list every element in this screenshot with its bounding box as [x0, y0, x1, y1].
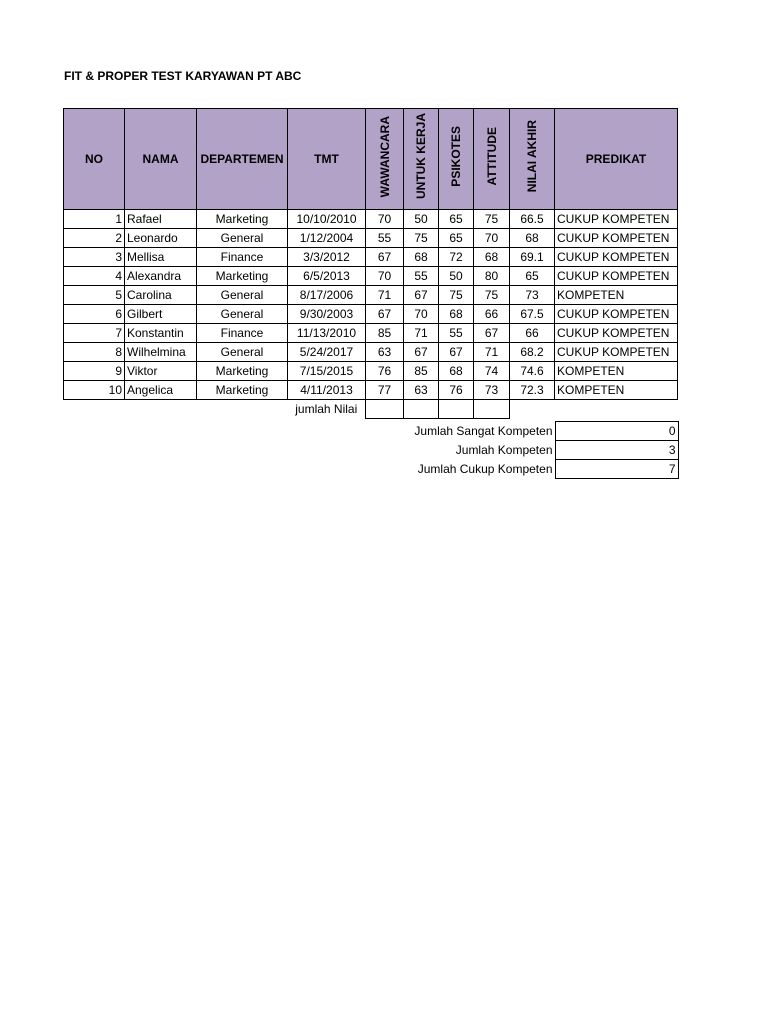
cell-untuk-kerja[interactable]: 55 [404, 267, 439, 286]
cell-departemen[interactable]: Marketing [197, 381, 288, 400]
cell-predikat[interactable]: KOMPETEN [555, 362, 678, 381]
cell-no[interactable]: 6 [64, 305, 125, 324]
table-row [64, 210, 678, 229]
cell-departemen[interactable]: Finance [197, 248, 288, 267]
cell-no[interactable]: 3 [64, 248, 125, 267]
cell-nilai-akhir[interactable]: 68.2 [510, 343, 555, 362]
cell-wawancara[interactable]: 55 [366, 229, 404, 248]
cell-untuk-kerja[interactable]: 67 [404, 343, 439, 362]
cell-psikotes[interactable]: 68 [439, 305, 474, 324]
cell-no[interactable]: 10 [64, 381, 125, 400]
header-no[interactable]: NO [64, 109, 125, 210]
cell-attitude[interactable]: 74 [474, 362, 510, 381]
cell-attitude[interactable]: 80 [474, 267, 510, 286]
cell-attitude[interactable]: 71 [474, 343, 510, 362]
empty-cell [555, 400, 678, 419]
cell-nilai-akhir[interactable]: 73 [510, 286, 555, 305]
header-nama[interactable]: NAMA [125, 109, 197, 210]
table-row [64, 362, 678, 381]
cell-tmt[interactable]: 10/10/2010 [288, 210, 366, 229]
cell-nilai-akhir[interactable]: 66.5 [510, 210, 555, 229]
cell-tmt[interactable]: 1/12/2004 [288, 229, 366, 248]
cell-nama[interactable]: Mellisa [125, 248, 197, 267]
cell-nama[interactable]: Rafael [125, 210, 197, 229]
header-psikotes-label: PSIKOTES [449, 126, 463, 187]
cell-untuk-kerja[interactable]: 63 [404, 381, 439, 400]
cell-tmt[interactable]: 3/3/2012 [288, 248, 366, 267]
cell-nilai-akhir[interactable]: 66 [510, 324, 555, 343]
summary-value-kompeten[interactable]: 3 [555, 441, 678, 460]
cell-tmt[interactable]: 8/17/2006 [288, 286, 366, 305]
header-attitude[interactable] [474, 109, 510, 210]
header-nilai-akhir-label: NILAI AKHIR [525, 120, 539, 193]
table-row [64, 381, 678, 400]
cell-wawancara[interactable]: 71 [366, 286, 404, 305]
cell-psikotes[interactable]: 67 [439, 343, 474, 362]
cell-attitude[interactable]: 73 [474, 381, 510, 400]
cell-predikat[interactable]: CUKUP KOMPETEN [555, 229, 678, 248]
empty-cell [510, 400, 555, 419]
cell-tmt[interactable]: 5/24/2017 [288, 343, 366, 362]
cell-predikat[interactable]: KOMPETEN [555, 381, 678, 400]
cell-psikotes[interactable]: 68 [439, 362, 474, 381]
cell-departemen[interactable]: Finance [197, 324, 288, 343]
cell-nama[interactable]: Wilhelmina [125, 343, 197, 362]
cell-no[interactable]: 7 [64, 324, 125, 343]
cell-no[interactable]: 9 [64, 362, 125, 381]
employee-table [63, 108, 678, 419]
header-wawancara-label: WAWANCARA [377, 115, 392, 198]
cell-wawancara[interactable]: 67 [366, 305, 404, 324]
summary-row [365, 460, 678, 479]
header-wawancara[interactable] [366, 109, 404, 210]
cell-nilai-akhir[interactable]: 69.1 [510, 248, 555, 267]
header-predikat[interactable]: PREDIKAT [555, 109, 678, 210]
cell-wawancara[interactable]: 70 [366, 267, 404, 286]
cell-departemen[interactable]: General [197, 343, 288, 362]
table-row [64, 286, 678, 305]
summary-value-sangat-kompeten[interactable]: 0 [555, 422, 678, 441]
summary-value-cukup-kompeten[interactable]: 7 [555, 460, 678, 479]
cell-tmt[interactable]: 7/15/2015 [288, 362, 366, 381]
cell-nama[interactable]: Alexandra [125, 267, 197, 286]
cell-wawancara[interactable]: 63 [366, 343, 404, 362]
cell-nilai-akhir[interactable]: 72.3 [510, 381, 555, 400]
summary-label-kompeten: Jumlah Kompeten [455, 443, 553, 457]
total-row [64, 400, 678, 419]
empty-cell [64, 400, 125, 419]
cell-nilai-akhir[interactable]: 65 [510, 267, 555, 286]
empty-cell [197, 400, 288, 419]
empty-cell [125, 400, 197, 419]
cell-predikat[interactable]: CUKUP KOMPETEN [555, 210, 678, 229]
cell-attitude[interactable]: 75 [474, 210, 510, 229]
cell-departemen[interactable]: Marketing [197, 362, 288, 381]
cell-nama[interactable]: Gilbert [125, 305, 197, 324]
summary-label-cukup-kompeten: Jumlah Cukup Kompeten [417, 462, 553, 476]
cell-nilai-akhir[interactable]: 74.6 [510, 362, 555, 381]
sheet-title: FIT & PROPER TEST KARYAWAN PT ABC [64, 69, 302, 83]
cell-departemen[interactable]: General [197, 286, 288, 305]
cell-untuk-kerja[interactable]: 75 [404, 229, 439, 248]
cell-predikat[interactable]: CUKUP KOMPETEN [555, 324, 678, 343]
total-label: jumlah Nilai [295, 402, 358, 416]
cell-untuk-kerja[interactable]: 68 [404, 248, 439, 267]
cell-departemen[interactable]: General [197, 229, 288, 248]
table-row [64, 343, 678, 362]
summary-label-sangat-kompeten: Jumlah Sangat Kompeten [414, 424, 553, 438]
cell-wawancara[interactable]: 76 [366, 362, 404, 381]
total-wawancara-cell[interactable] [366, 400, 404, 419]
total-psikotes-cell[interactable] [439, 400, 474, 419]
cell-psikotes[interactable]: 65 [439, 210, 474, 229]
cell-psikotes[interactable]: 76 [439, 381, 474, 400]
header-untuk-kerja-label: UNTUK KERJA [414, 113, 428, 200]
table-row [64, 305, 678, 324]
cell-wawancara[interactable]: 85 [366, 324, 404, 343]
cell-attitude[interactable]: 66 [474, 305, 510, 324]
cell-nama[interactable]: Angelica [125, 381, 197, 400]
header-psikotes[interactable] [439, 109, 474, 210]
cell-nama[interactable]: Carolina [125, 286, 197, 305]
cell-untuk-kerja[interactable]: 85 [404, 362, 439, 381]
cell-attitude[interactable]: 68 [474, 248, 510, 267]
header-departemen[interactable]: DEPARTEMEN [197, 109, 288, 210]
header-attitude-label: ATTITUDE [484, 127, 499, 186]
header-tmt[interactable]: TMT [288, 109, 366, 210]
cell-no[interactable]: 5 [64, 286, 125, 305]
header-row [64, 109, 678, 210]
cell-no[interactable]: 8 [64, 343, 125, 362]
cell-predikat[interactable]: CUKUP KOMPETEN [555, 248, 678, 267]
cell-untuk-kerja[interactable]: 70 [404, 305, 439, 324]
cell-psikotes[interactable]: 72 [439, 248, 474, 267]
table-row [64, 324, 678, 343]
header-nilai-akhir[interactable] [510, 109, 555, 210]
header-untuk-kerja[interactable] [404, 109, 439, 210]
cell-no[interactable]: 4 [64, 267, 125, 286]
cell-wawancara[interactable]: 77 [366, 381, 404, 400]
cell-psikotes[interactable]: 65 [439, 229, 474, 248]
cell-untuk-kerja[interactable]: 71 [404, 324, 439, 343]
cell-predikat[interactable]: CUKUP KOMPETEN [555, 343, 678, 362]
cell-tmt[interactable]: 4/11/2013 [288, 381, 366, 400]
cell-nilai-akhir[interactable]: 67.5 [510, 305, 555, 324]
cell-wawancara[interactable]: 70 [366, 210, 404, 229]
cell-no[interactable]: 2 [64, 229, 125, 248]
cell-attitude[interactable]: 70 [474, 229, 510, 248]
cell-psikotes[interactable]: 55 [439, 324, 474, 343]
total-attitude-cell[interactable] [474, 400, 510, 419]
cell-nama[interactable]: Leonardo [125, 229, 197, 248]
cell-predikat[interactable]: CUKUP KOMPETEN [555, 267, 678, 286]
cell-untuk-kerja[interactable]: 67 [404, 286, 439, 305]
cell-no[interactable]: 1 [64, 210, 125, 229]
table-row [64, 267, 678, 286]
cell-tmt[interactable]: 11/13/2010 [288, 324, 366, 343]
cell-predikat[interactable]: CUKUP KOMPETEN [555, 305, 678, 324]
table-row [64, 248, 678, 267]
cell-nama[interactable]: Konstantin [125, 324, 197, 343]
cell-psikotes[interactable]: 50 [439, 267, 474, 286]
cell-wawancara[interactable]: 67 [366, 248, 404, 267]
summary-row [365, 441, 678, 460]
cell-attitude[interactable]: 75 [474, 286, 510, 305]
table-row [64, 229, 678, 248]
cell-psikotes[interactable]: 75 [439, 286, 474, 305]
cell-nama[interactable]: Viktor [125, 362, 197, 381]
cell-predikat[interactable]: KOMPETEN [555, 286, 678, 305]
summary-row [365, 422, 678, 441]
total-untuk-kerja-cell[interactable] [404, 400, 439, 419]
cell-untuk-kerja[interactable]: 50 [404, 210, 439, 229]
cell-tmt[interactable]: 9/30/2003 [288, 305, 366, 324]
cell-nilai-akhir[interactable]: 68 [510, 229, 555, 248]
cell-departemen[interactable]: General [197, 305, 288, 324]
cell-attitude[interactable]: 67 [474, 324, 510, 343]
cell-departemen[interactable]: Marketing [197, 210, 288, 229]
cell-tmt[interactable]: 6/5/2013 [288, 267, 366, 286]
cell-departemen[interactable]: Marketing [197, 267, 288, 286]
summary-table [365, 421, 679, 479]
